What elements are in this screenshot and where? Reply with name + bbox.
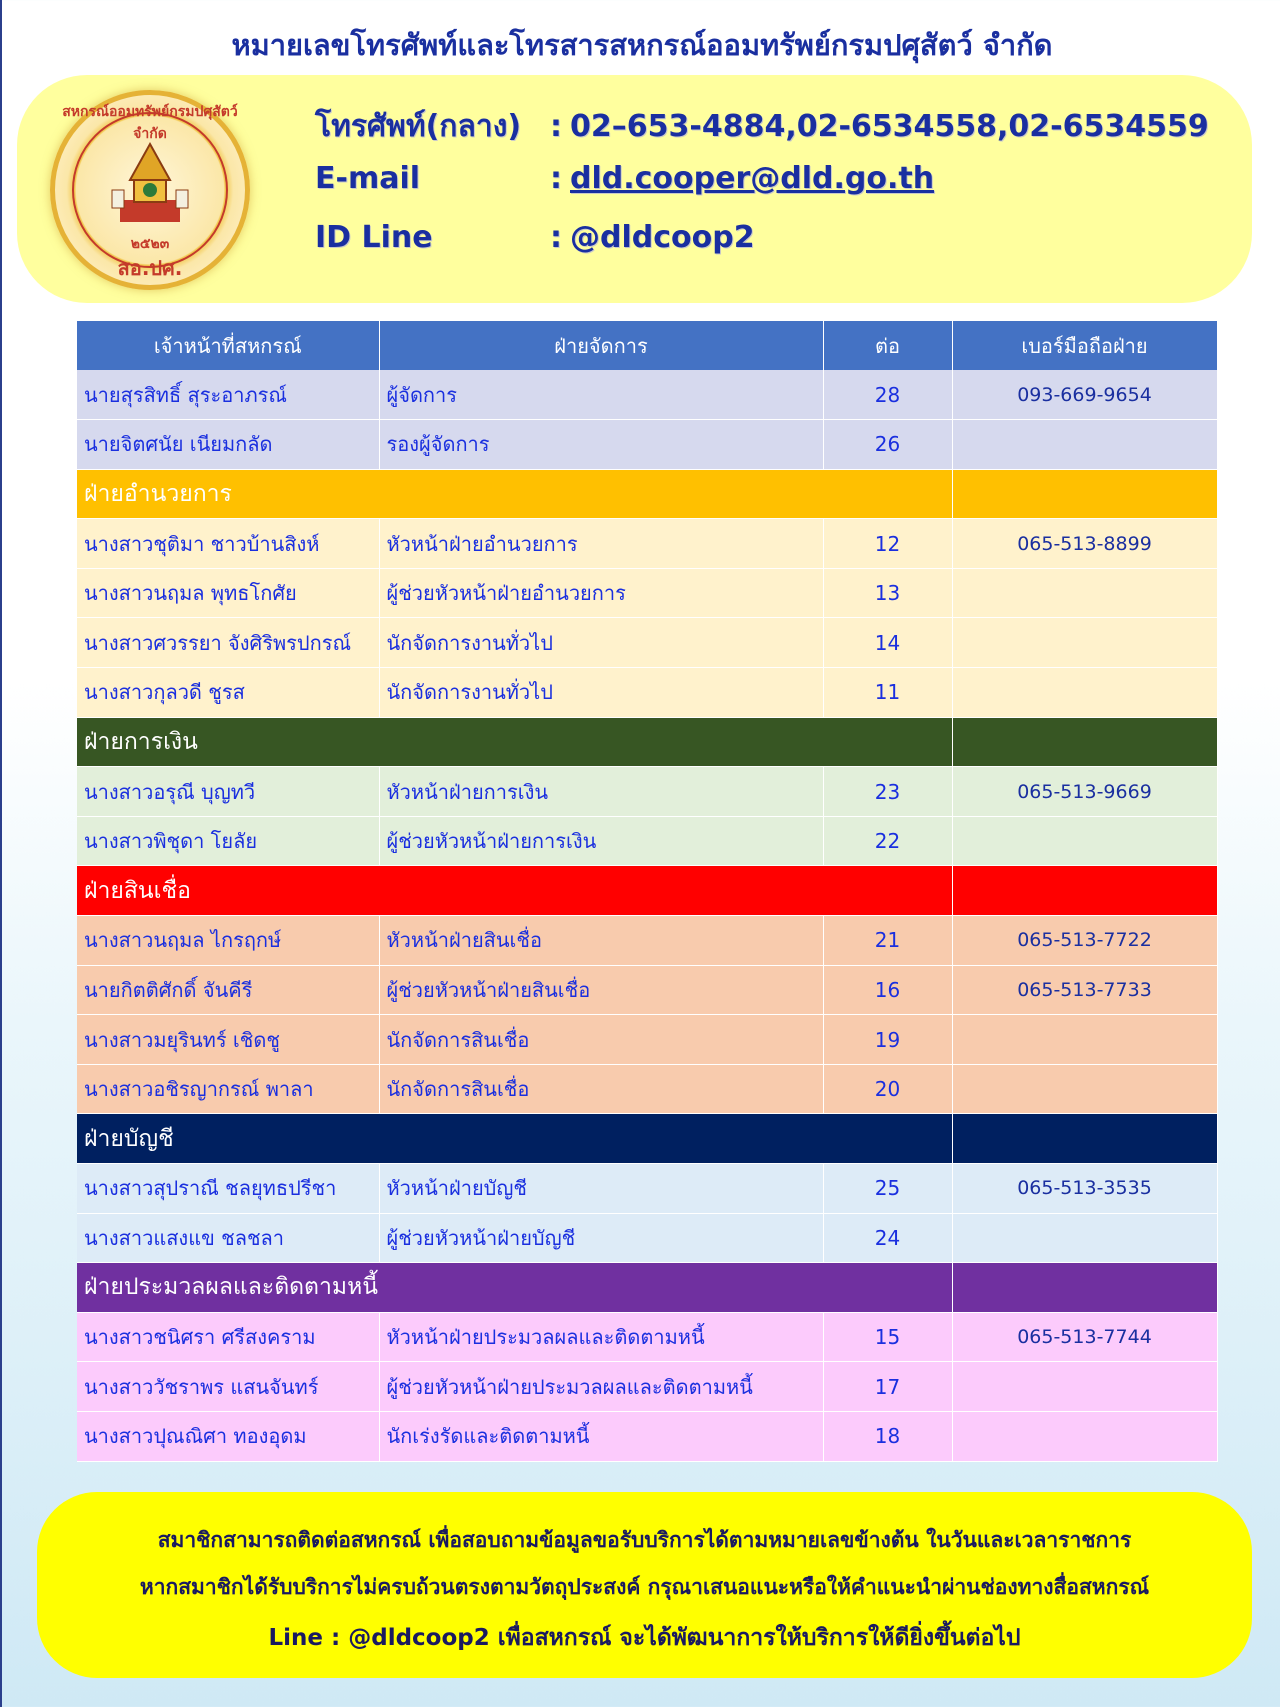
extension-cell: 13 <box>823 568 952 618</box>
position-cell: นักจัดการงานทั่วไป <box>379 668 823 718</box>
table-row <box>77 1213 1217 1263</box>
mobile-cell <box>952 1064 1217 1114</box>
table-row <box>77 568 1217 618</box>
position-cell: หัวหน้าฝ่ายบัญชี <box>379 1164 823 1214</box>
extension-cell: 23 <box>823 767 952 817</box>
position-cell: ผู้ช่วยหัวหน้าฝ่ายอำนวยการ <box>379 568 823 618</box>
mobile-cell: 065-513-3535 <box>952 1164 1217 1214</box>
staff-directory-table <box>77 321 1218 1462</box>
position-cell: ผู้ช่วยหัวหน้าฝ่ายประมวลผลและติดตามหนี้ <box>379 1362 823 1412</box>
line-value: @dldcoop2 <box>570 220 755 255</box>
position-cell: หัวหน้าฝ่ายประมวลผลและติดตามหนี้ <box>379 1312 823 1362</box>
staff-name-cell: นายสุรสิทธิ์ สุระอาภรณ์ <box>77 370 379 420</box>
seal-year: ๒๕๒๓ <box>130 236 170 252</box>
extension-cell: 11 <box>823 668 952 718</box>
position-cell: ผู้จัดการ <box>379 370 823 420</box>
extension-cell: 18 <box>823 1411 952 1461</box>
extension-cell: 25 <box>823 1164 952 1214</box>
section-header-row <box>77 1114 1217 1164</box>
mobile-cell <box>952 1015 1217 1065</box>
section-header-row <box>77 866 1217 916</box>
seal-abbreviation: สอ.ปศ. <box>117 256 183 280</box>
mobile-cell: 065-513-7722 <box>952 916 1217 966</box>
position-cell: นักจัดการสินเชื่อ <box>379 1015 823 1065</box>
table-row <box>77 519 1217 569</box>
position-cell: หัวหน้าฝ่ายสินเชื่อ <box>379 916 823 966</box>
section-title: ฝ่ายอำนวยการ <box>77 469 952 519</box>
table-row <box>77 965 1217 1015</box>
header-staff: เจ้าหน้าที่สหกรณ์ <box>77 321 379 370</box>
position-cell: ผู้ช่วยหัวหน้าฝ่ายบัญชี <box>379 1213 823 1263</box>
staff-name-cell: นางสาวมยุรินทร์ เชิดชู <box>77 1015 379 1065</box>
section-title: ฝ่ายบัญชี <box>77 1114 952 1164</box>
staff-name-cell: นางสาวกุลวดี ชูรส <box>77 668 379 718</box>
position-cell: นักจัดการงานทั่วไป <box>379 618 823 668</box>
section-mobile-cell <box>952 469 1217 519</box>
section-header-row <box>77 469 1217 519</box>
notice-line-2: หากสมาชิกได้รับบริการไม่ครบถ้วนตรงตามวัตถุประสงค์ กรุณาเสนอแนะหรือให้คำแนะนำผ่านช่องทางสื่อสหกรณ์ <box>139 1575 1150 1599</box>
table-row <box>77 1015 1217 1065</box>
table-body <box>77 370 1217 1461</box>
table-header-row <box>77 321 1217 370</box>
extension-cell: 16 <box>823 965 952 1015</box>
notice-line-1: สมาชิกสามารถติดต่อสหกรณ์ เพื่อสอบถามข้อมูลขอรับบริการได้ตามหมายเลขข้างต้น ในวันและเวลาราชการ <box>157 1528 1132 1552</box>
staff-name-cell: นางสาวศวรรยา จังศิริพรปกรณ์ <box>77 618 379 668</box>
extension-cell: 28 <box>823 370 952 420</box>
section-title: ฝ่ายสินเชื่อ <box>77 866 952 916</box>
position-cell: หัวหน้าฝ่ายการเงิน <box>379 767 823 817</box>
table-row <box>77 668 1217 718</box>
mobile-cell: 065-513-8899 <box>952 519 1217 569</box>
table-row <box>77 816 1217 866</box>
email-label: E-mail <box>315 161 421 196</box>
table-row <box>77 1164 1217 1214</box>
extension-cell: 15 <box>823 1312 952 1362</box>
line-label: ID Line <box>315 220 433 255</box>
phone-label: โทรศัพท์(กลาง) <box>315 109 522 144</box>
cooperative-seal-logo <box>50 90 250 290</box>
page-title: หมายเลขโทรศัพท์และโทรสารสหกรณ์ออมทรัพย์กรมปศุสัตว์ จำกัด <box>231 28 1053 62</box>
section-mobile-cell <box>952 1263 1217 1313</box>
table-row <box>77 1064 1217 1114</box>
table-row <box>77 420 1217 470</box>
position-cell: หัวหน้าฝ่ายอำนวยการ <box>379 519 823 569</box>
extension-cell: 21 <box>823 916 952 966</box>
section-title: ฝ่ายการเงิน <box>77 717 952 767</box>
mobile-cell <box>952 420 1217 470</box>
mobile-cell: 065-513-9669 <box>952 767 1217 817</box>
staff-name-cell: นางสาวอรุณี บุญทวี <box>77 767 379 817</box>
header-extension: ต่อ <box>823 321 952 370</box>
staff-name-cell: นางสาวปุณณิศา ทองอุดม <box>77 1411 379 1461</box>
table-row <box>77 1411 1217 1461</box>
email-row <box>315 161 934 196</box>
table-row <box>77 618 1217 668</box>
line-separator: : <box>550 220 562 255</box>
staff-name-cell: นางสาวนฤมล พุทธโกศัย <box>77 568 379 618</box>
notice-line-3: Line : @dldcoop2 เพื่อสหกรณ์ จะได้พัฒนาการให้บริการให้ดียิ่งขึ้นต่อไป <box>268 1625 1021 1651</box>
table-row <box>77 1362 1217 1412</box>
table-row <box>77 916 1217 966</box>
staff-name-cell: นางสาวชนิศรา ศรีสงคราม <box>77 1312 379 1362</box>
seal-ring-text: สหกรณ์ออมทรัพย์กรมปศุสัตว์ จำกัด <box>62 104 238 142</box>
staff-name-cell: นายกิตติศักดิ์ จันคีรี <box>77 965 379 1015</box>
staff-name-cell: นางสาวพิชุดา โยลัย <box>77 816 379 866</box>
mobile-cell <box>952 568 1217 618</box>
email-link[interactable]: dld.cooper@dld.go.th <box>570 161 935 196</box>
shrine-emblem-icon <box>110 140 190 230</box>
position-cell: ผู้ช่วยหัวหน้าฝ่ายสินเชื่อ <box>379 965 823 1015</box>
mobile-cell: 093-669-9654 <box>952 370 1217 420</box>
position-cell: ผู้ช่วยหัวหน้าฝ่ายการเงิน <box>379 816 823 866</box>
header-mobile: เบอร์มือถือฝ่าย <box>952 321 1217 370</box>
staff-name-cell: นางสาวอชิรญากรณ์ พาลา <box>77 1064 379 1114</box>
position-cell: นักเร่งรัดและติดตามหนี้ <box>379 1411 823 1461</box>
section-title: ฝ่ายประมวลผลและติดตามหนี้ <box>77 1263 952 1313</box>
position-cell: นักจัดการสินเชื่อ <box>379 1064 823 1114</box>
mobile-cell: 065-513-7733 <box>952 965 1217 1015</box>
mobile-cell <box>952 1411 1217 1461</box>
section-header-row <box>77 1263 1217 1313</box>
extension-cell: 12 <box>823 519 952 569</box>
extension-cell: 14 <box>823 618 952 668</box>
table-row <box>77 767 1217 817</box>
mobile-cell <box>952 668 1217 718</box>
extension-cell: 24 <box>823 1213 952 1263</box>
section-mobile-cell <box>952 866 1217 916</box>
staff-name-cell: นายจิตศนัย เนียมกลัด <box>77 420 379 470</box>
section-mobile-cell <box>952 717 1217 767</box>
phone-row <box>315 103 1209 150</box>
mobile-cell <box>952 1213 1217 1263</box>
mobile-cell: 065-513-7744 <box>952 1312 1217 1362</box>
staff-name-cell: นางสาววัชราพร แสนจันทร์ <box>77 1362 379 1412</box>
table-row <box>77 1312 1217 1362</box>
extension-cell: 19 <box>823 1015 952 1065</box>
staff-name-cell: นางสาวชุติมา ชาวบ้านสิงห์ <box>77 519 379 569</box>
extension-cell: 17 <box>823 1362 952 1412</box>
line-row <box>315 220 755 255</box>
section-header-row <box>77 717 1217 767</box>
phone-separator: : <box>550 109 562 144</box>
extension-cell: 26 <box>823 420 952 470</box>
section-mobile-cell <box>952 1114 1217 1164</box>
mobile-cell <box>952 1362 1217 1412</box>
notice-box <box>37 1492 1252 1678</box>
position-cell: รองผู้จัดการ <box>379 420 823 470</box>
table-row <box>77 370 1217 420</box>
extension-cell: 20 <box>823 1064 952 1114</box>
extension-cell: 22 <box>823 816 952 866</box>
mobile-cell <box>952 618 1217 668</box>
staff-name-cell: นางสาวนฤมล ไกรฤกษ์ <box>77 916 379 966</box>
staff-name-cell: นางสาวแสงแข ชลชลา <box>77 1213 379 1263</box>
email-separator: : <box>550 161 562 196</box>
header-position: ฝ่ายจัดการ <box>379 321 823 370</box>
mobile-cell <box>952 816 1217 866</box>
staff-name-cell: นางสาวสุปราณี ชลยุทธปรีชา <box>77 1164 379 1214</box>
phone-value: 02–653-4884,02-6534558,02-6534559 <box>570 109 1209 144</box>
